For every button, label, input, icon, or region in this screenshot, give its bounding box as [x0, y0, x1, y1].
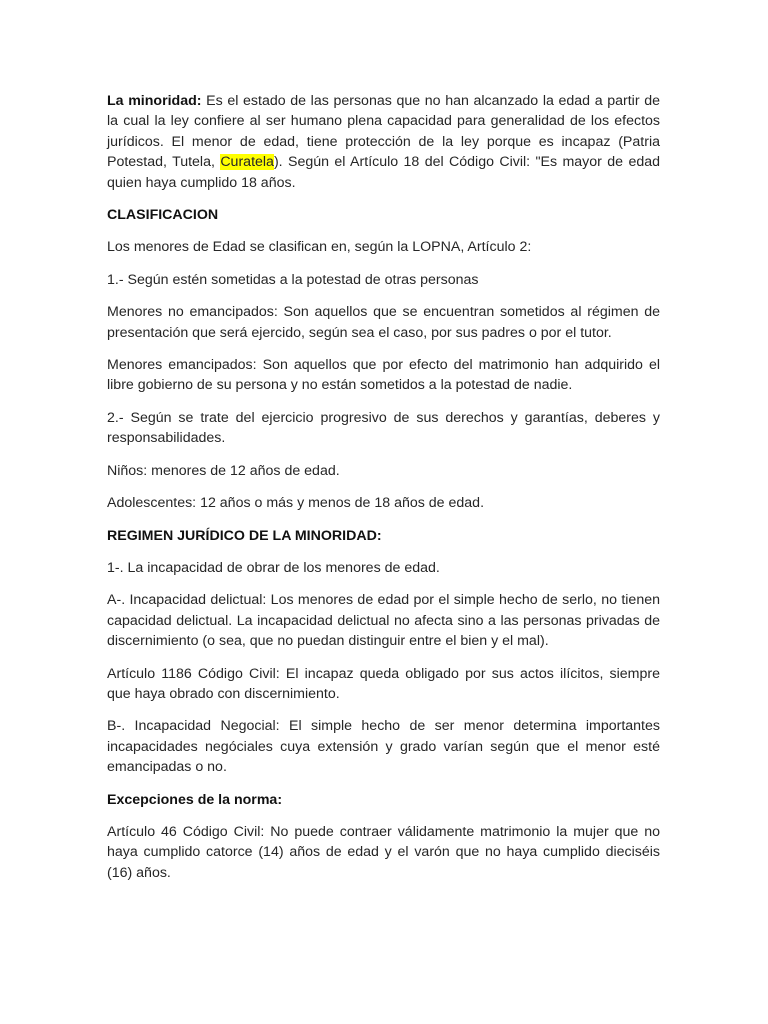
intro-text-2: ). Según el Artículo 18 del Código Civil: "Es mayor de edad quien haya cumplido 18 años.	[107, 154, 661, 191]
regimen-paragraph: Artículo 1186 Código Civil: El incapaz queda obligado por sus actos ilícitos, siempre que haya obrado con discernimiento.	[107, 665, 660, 702]
clasificacion-paragraph: Adolescentes: 12 años o más y menos de 18 años de edad.	[107, 495, 485, 512]
clasificacion-paragraph: 1.- Según estén sometidas a la potestad de otras personas	[107, 271, 479, 288]
clasificacion-paragraph: 2.- Según se trate del ejercicio progresivo de sus derechos y garantías, deberes y responsabilidades.	[107, 409, 660, 447]
clasificacion-paragraph: Menores no emancipados: Son aquellos que se encuentran sometidos al régimen de presentación que será ejercido, según sea el caso, por sus padres o por el tutor.	[107, 304, 660, 341]
intro-term: La minoridad:	[107, 93, 202, 109]
heading-regimen: REGIMEN JURÍDICO DE LA MINORIDAD:	[107, 527, 382, 544]
regimen-paragraph: B-. Incapacidad Negocial: El simple hecho de ser menor determina importantes incapacidades negóciales cuya extensión y grado varían según que el menor esté emancipadas o no.	[107, 718, 660, 776]
clasificacion-paragraph: Los menores de Edad se clasifican en, según la LOPNA, Artículo 2:	[107, 239, 532, 256]
clasificacion-paragraph: Niños: menores de 12 años de edad.	[107, 462, 340, 479]
excepciones-paragraph: Artículo 46 Código Civil: No puede contraer válidamente matrimonio la mujer que no haya cumplido catorce (14) años de edad y el varón que no haya cumplido dieciséis (16) años.	[107, 823, 660, 881]
intro-paragraph	[107, 91, 660, 193]
clasificacion-paragraph: Menores emancipados: Son aquellos que por efecto del matrimonio han adquirido el libre gobierno de su persona y no están sometidos a la potestad de nadie.	[107, 357, 660, 394]
regimen-paragraph: A-. Incapacidad delictual: Los menores de edad por el simple hecho de serlo, no tienen capacidad delictual. La incapacidad delictual no afecta sino a las personas privadas de discernimiento (o sea, que no puedan distinguir entre el bien y el mal).	[107, 592, 660, 650]
highlighted-word: Curatela	[220, 154, 274, 171]
heading-clasificacion: CLASIFICACION	[107, 207, 219, 224]
document-page	[107, 91, 660, 895]
regimen-paragraph: 1-. La incapacidad de obrar de los menores de edad.	[107, 559, 440, 576]
heading-excepciones: Excepciones de la norma:	[107, 791, 283, 808]
intro-text-1: Es el estado de las personas que no han alcanzado la edad a partir de la cual la ley confiere al ser humano plena capacidad para generalidad de los efectos jurídicos. El menor de edad, tiene protección de la ley porque es incapaz (Patria Potestad, Tutela,	[107, 93, 660, 171]
